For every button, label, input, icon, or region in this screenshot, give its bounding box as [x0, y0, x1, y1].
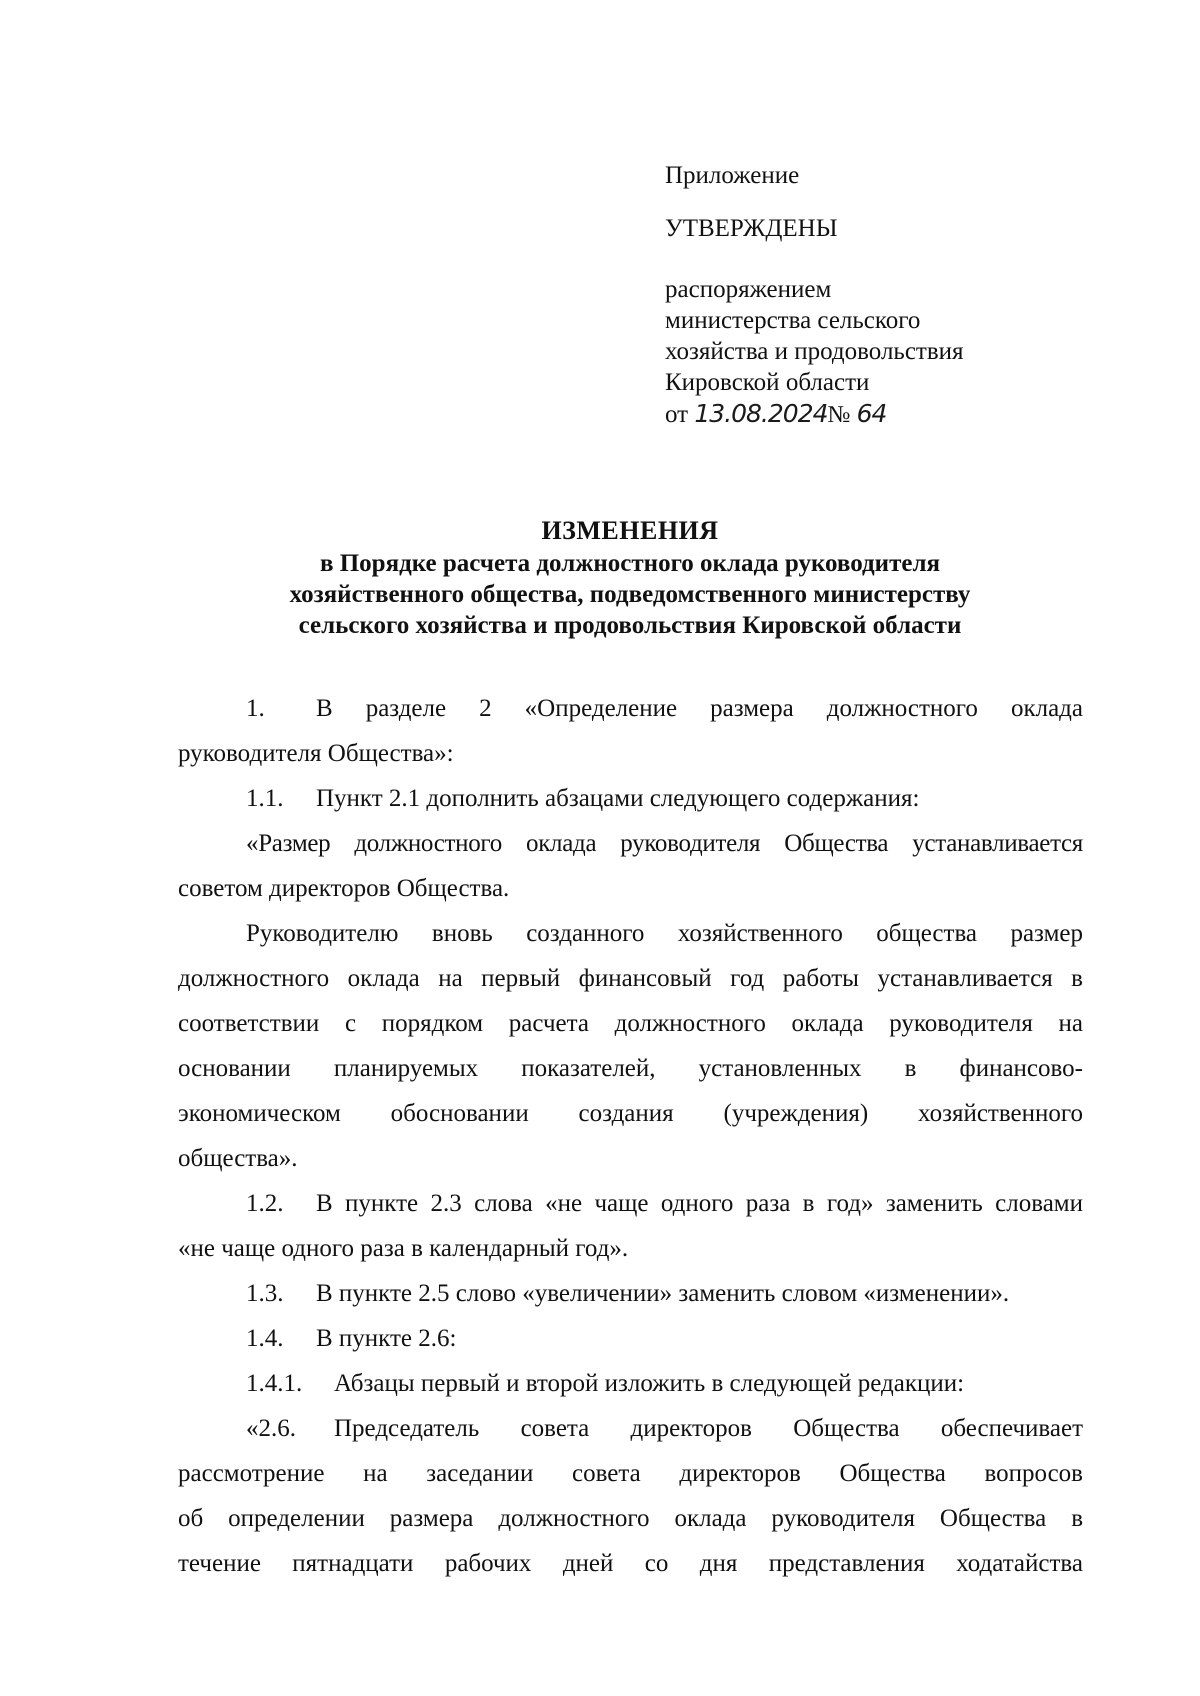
quote-2-line-1: Руководителю вновь созданного хозяйственного общества размер: [246, 920, 1083, 947]
paragraph-1-4: [178, 1316, 1083, 1361]
approval-block: [665, 160, 1065, 431]
paragraph-1-4-1: [178, 1361, 1083, 1406]
paragraph-text: Председатель совета директоров Общества обеспечивает: [334, 1415, 1083, 1442]
paragraph-text: В пункте 2.3 слова «не чаще одного раза в год» заменить словами: [316, 1190, 1083, 1217]
approval-line-1: распоряжением: [665, 276, 832, 303]
quote-2-line-4: основании планируемых показателей, установленных в финансово-: [178, 1055, 1083, 1082]
approval-line-2: министерства сельского: [665, 307, 921, 334]
quote-2-line-3: соответствии с порядком расчета должностного оклада руководителя на: [178, 1010, 1083, 1037]
quote-3-line-1: [178, 1406, 1083, 1451]
title-line-1: в Порядке расчета должностного оклада руководителя: [319, 550, 940, 577]
item-number: 1.3.: [246, 1280, 284, 1307]
paragraph-1-first: [178, 686, 1083, 731]
approval-line-4: Кировской области: [665, 369, 870, 396]
quote-1-first: «Размер должностного оклада руководителя Общества устанавливается: [246, 830, 1083, 857]
document-body: [178, 686, 1083, 1586]
item-number: «2.6.: [246, 1415, 296, 1442]
quote-3-line-3: об определении размера должностного оклада руководителя Общества в: [178, 1505, 1083, 1532]
document-title: [180, 515, 1080, 641]
item-number: 1.1.: [246, 785, 284, 812]
item-number: 1.4.: [246, 1325, 284, 1352]
title-main: ИЗМЕНЕНИЯ: [541, 516, 719, 545]
paragraph-1-2-rest: «не чаще одного раза в календарный год».: [178, 1235, 629, 1262]
paragraph-text: В пункте 2.6:: [316, 1325, 457, 1352]
quote-1-rest: советом директоров Общества.: [178, 875, 510, 902]
number-sign: №: [827, 402, 851, 428]
title-line-3: сельского хозяйства и продовольствия Кировской области: [298, 612, 962, 639]
paragraph-text: Абзацы первый и второй изложить в следующей редакции:: [334, 1370, 965, 1397]
handwritten-number: 64: [856, 399, 887, 428]
approval-line-3: хозяйства и продовольствия: [665, 338, 964, 365]
quote-2-line-5: экономическом обосновании создания (учреждения) хозяйственного: [178, 1100, 1083, 1127]
quote-3-line-2: рассмотрение на заседании совета директоров Общества вопросов: [178, 1460, 1083, 1487]
quote-3-line-4: течение пятнадцати рабочих дней со дня представления ходатайства: [178, 1550, 1083, 1577]
approval-date-line: [665, 398, 1065, 431]
paragraph-1-1: [178, 776, 1083, 821]
quote-2-line-2: должностного оклада на первый финансовый год работы устанавливается в: [178, 965, 1083, 992]
title-line-2: хозяйственного общества, подведомственного министерству: [289, 581, 971, 608]
paragraph-1-rest: руководителя Общества»:: [178, 740, 454, 767]
item-number: 1.4.1.: [246, 1370, 303, 1397]
paragraph-1-2-first: [178, 1181, 1083, 1226]
appendix-label: Приложение: [665, 162, 800, 189]
handwritten-date: 13.08.2024: [694, 399, 828, 428]
paragraph-text: В пункте 2.5 слово «увеличении» заменить словом «изменении».: [316, 1280, 1010, 1307]
approved-label: УТВЕРЖДЕНЫ: [665, 215, 838, 242]
paragraph-text: Пункт 2.1 дополнить абзацами следующего содержания:: [316, 785, 920, 812]
item-number: 1.: [246, 695, 265, 722]
paragraph-text: В разделе 2 «Определение размера должностного оклада: [316, 695, 1083, 722]
paragraph-1-3: [178, 1271, 1083, 1316]
quote-2-line-6: общества».: [178, 1145, 298, 1172]
item-number: 1.2.: [246, 1190, 284, 1217]
from-label: от: [665, 401, 689, 428]
